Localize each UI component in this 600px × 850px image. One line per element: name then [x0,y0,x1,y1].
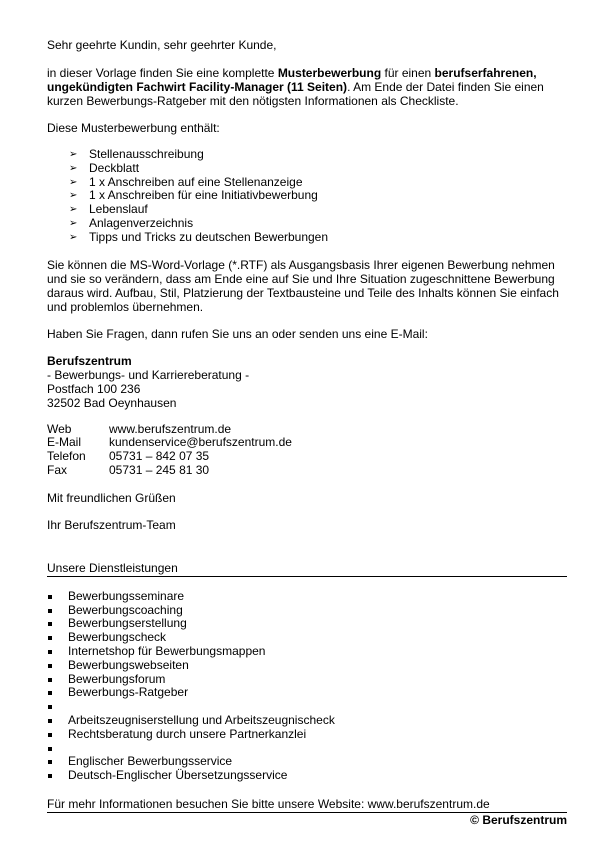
list-item-label: Englischer Bewerbungsservice [68,754,233,769]
list-item [69,217,567,231]
contact-row-fax [47,464,292,478]
list-item [47,686,567,700]
list-item-label: Deckblatt [89,160,140,175]
company-postbox: Postfach 100 236 [47,381,141,396]
web-label: Web [47,421,72,436]
list-item-label: Bewerbungswebseiten [68,657,189,672]
list-item-label: Bewerbungsseminare [68,588,185,603]
arrow-bullet-icon: ➢ [69,217,78,229]
phone-label: Telefon [47,449,86,464]
list-item [47,617,567,631]
list-item [47,742,567,756]
square-bullet-icon [48,747,52,751]
list-item-label: Bewerbungscheck [68,630,167,645]
fax-label: Fax [47,462,68,477]
intro-bold-1: Musterbewerbung [277,66,382,80]
list-item-label: Stellenausschreibung [89,147,204,161]
list-item [47,604,567,618]
square-bullet-icon [48,774,52,778]
list-item [69,162,567,176]
list-item-label: Tipps und Tricks zu deutschen Bewerbungen [89,229,329,244]
arrow-bullet-icon: ➢ [69,231,78,243]
square-bullet-icon [48,719,52,723]
web-link[interactable]: www.berufszentrum.de [109,421,232,436]
arrow-bullet-icon: ➢ [69,204,78,216]
contact-row-email [47,436,292,450]
closing: Mit freundlichen Grüßen [47,490,176,505]
arrow-bullet-icon: ➢ [69,149,78,160]
list-item-label: 1 x Anschreiben auf eine Stellenanzeige [89,174,303,189]
list-item [47,590,567,604]
square-bullet-icon [48,691,52,695]
list-item [47,728,567,742]
intro-text-3: . Am Ende der Datei finden Sie einen kurzen Bewerbungs-Ratgeber mit den nötigsten Informationen als Checkliste. [47,80,544,108]
questions-paragraph: Haben Sie Fragen, dann rufen Sie uns an oder senden uns eine E-Mail: [47,326,428,341]
document-page [47,38,567,827]
list-item [47,769,567,783]
list-item [47,631,567,645]
list-item [69,203,567,217]
services-list [47,590,567,783]
services-title: Unsere Dienstleistungen [47,561,567,577]
contact-row-web [47,423,292,437]
company-name: Berufszentrum [47,353,132,368]
list-item-label: 1 x Anschreiben für eine Initiativbewerbung [89,188,318,203]
company-city: 32502 Bad Oeynhausen [47,395,177,410]
square-bullet-icon [48,622,52,626]
list-item [47,714,567,728]
list-item [47,673,567,687]
copyright: © Berufszentrum [470,812,567,827]
list-item [47,755,567,769]
signature: Ihr Berufszentrum-Team [47,517,176,532]
fax-value: 05731 – 245 81 30 [109,462,210,477]
intro-paragraph [47,66,567,108]
list-item [69,189,567,203]
list-item [69,231,567,245]
list-item [47,700,567,714]
contact-table [47,423,292,478]
list-item-label: Bewerbungscoaching [68,602,183,617]
list-item [69,148,567,162]
email-label: E-Mail [47,435,82,450]
list-item [69,176,567,190]
arrow-bullet-icon: ➢ [69,162,78,174]
intro-bold-2: berufserfahrenen, ungekündigten Fachwirt Facility-Manager (11 Seiten) [47,66,537,94]
email-link[interactable]: kundenservice@berufszentrum.de [109,435,292,450]
intro-text-1: in dieser Vorlage finden Sie eine komplette [47,66,278,80]
arrow-bullet-icon: ➢ [69,190,78,202]
greeting: Sehr geehrte Kundin, sehr geehrter Kunde, [47,38,277,52]
square-bullet-icon [48,609,52,613]
list-item [47,659,567,673]
contents-list [47,148,567,245]
square-bullet-icon [48,705,52,709]
square-bullet-icon [48,760,52,764]
list-item-label: Lebenslauf [89,202,148,217]
square-bullet-icon [48,678,52,682]
list-item-label: Internetshop für Bewerbungsmappen [68,643,266,658]
list-item-label: Arbeitszeugniserstellung und Arbeitszeugnischeck [68,712,335,727]
arrow-bullet-icon: ➢ [69,176,78,188]
square-bullet-icon [48,636,52,640]
company-tagline: - Bewerbungs- und Karriereberatung - [47,367,250,382]
contact-row-phone [47,450,292,464]
list-item-label: Bewerbungs-Ratgeber [68,685,189,700]
footer-info: Für mehr Informationen besuchen Sie bitte unsere Website: www.berufszentrum.de [47,797,567,813]
square-bullet-icon [48,595,52,599]
usage-paragraph: Sie können die MS-Word-Vorlage (*.RTF) als Ausgangsbasis Ihrer eigenen Bewerbung nehmen und sie so verändern, dass am Ende eine auf Sie und Ihre Situation zugeschnittene Bewerbung daraus wird. Aufbau, Stil, Platzierung der Textbausteine und Teile des Inhalts können Sie einfach und problemlos übernehmen. [47,257,559,314]
list-item-label: Bewerbungsforum [68,671,166,686]
list-item-label: Rechtsberatung durch unsere Partnerkanzlei [68,726,307,741]
list-item-label: Bewerbungserstellung [68,616,187,631]
square-bullet-icon [48,650,52,654]
intro-text-2: für einen [381,66,435,80]
list-item-label: Anlagenverzeichnis [89,215,194,230]
square-bullet-icon [48,733,52,737]
list-item [47,645,567,659]
phone-value: 05731 – 842 07 35 [109,449,210,464]
list-item-label: Deutsch-Englischer Übersetzungsservice [68,768,288,783]
contents-heading: Diese Musterbewerbung enthält: [47,121,220,135]
square-bullet-icon [48,664,52,668]
